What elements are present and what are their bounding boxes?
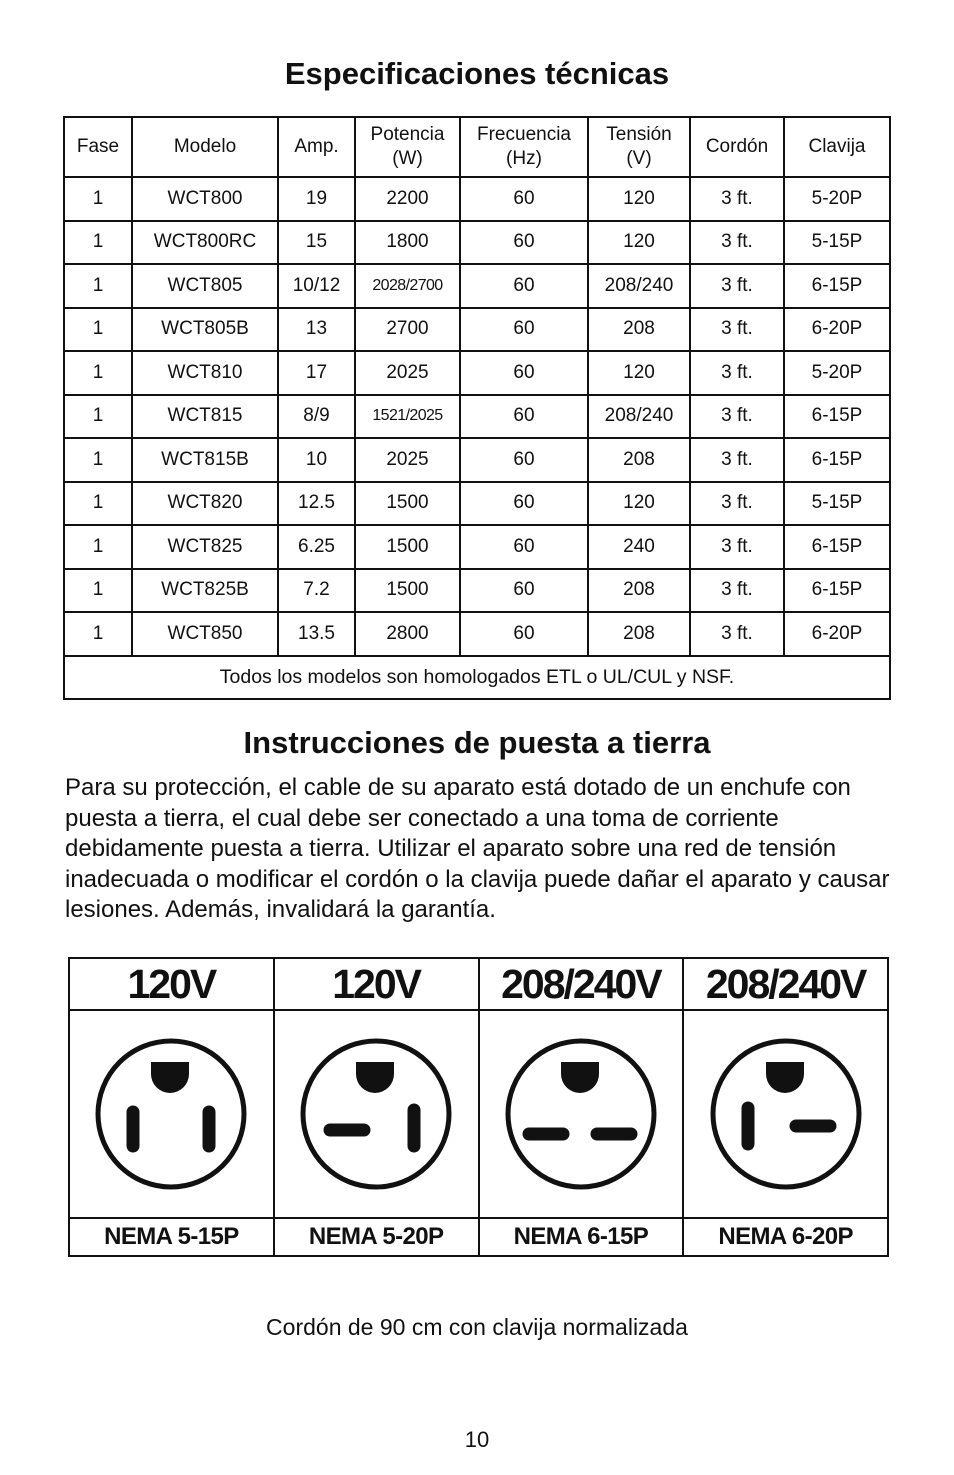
table-cell: WCT815B [132, 438, 278, 482]
table-header-cell [132, 117, 278, 177]
table-cell: 15 [278, 221, 355, 265]
table-header-cell [588, 117, 690, 177]
table-cell: 10/12 [278, 264, 355, 308]
table-cell: 60 [460, 438, 588, 482]
table-row [64, 308, 890, 352]
table-cell: 60 [460, 221, 588, 265]
table-cell: 3 ft. [690, 177, 784, 221]
table-cell: 6-20P [784, 308, 890, 352]
table-cell: 8/9 [278, 395, 355, 439]
table-cell: 120 [588, 177, 690, 221]
table-row [64, 569, 890, 613]
header-line: Modelo [173, 136, 237, 157]
table-cell: 3 ft. [690, 525, 784, 569]
table-cell: 2200 [355, 177, 460, 221]
table-cell: 1 [64, 395, 132, 439]
table-cell: WCT800RC [132, 221, 278, 265]
table-row [64, 264, 890, 308]
table-row [64, 351, 890, 395]
table-cell: 2028/2700 [355, 264, 460, 308]
nema-5-20p-outlet-icon [296, 1034, 456, 1194]
specs-table [63, 116, 891, 700]
table-row [64, 525, 890, 569]
table-cell: WCT800 [132, 177, 278, 221]
table-cell: 60 [460, 395, 588, 439]
table-cell: 2025 [355, 438, 460, 482]
plug-column [275, 959, 480, 1255]
header-unit: (Hz) [506, 148, 542, 169]
table-cell: 120 [588, 351, 690, 395]
table-cell: 2025 [355, 351, 460, 395]
table-cell: 120 [588, 221, 690, 265]
table-cell: WCT810 [132, 351, 278, 395]
header-line: Potencia [370, 124, 445, 145]
plug-column [684, 959, 887, 1255]
table-cell: 60 [460, 525, 588, 569]
table-cell: 6-15P [784, 395, 890, 439]
table-cell: 7.2 [278, 569, 355, 613]
table-cell: WCT805B [132, 308, 278, 352]
table-cell: 1 [64, 525, 132, 569]
table-cell: WCT825 [132, 525, 278, 569]
table-note-row [64, 656, 890, 699]
table-cell: 60 [460, 569, 588, 613]
table-cell: 6-15P [784, 264, 890, 308]
table-cell: 60 [460, 308, 588, 352]
table-header-cell [690, 117, 784, 177]
table-cell: 3 ft. [690, 221, 784, 265]
plug-face [70, 1011, 273, 1219]
header-line: Fase [76, 136, 120, 157]
table-row [64, 395, 890, 439]
table-cell: 120 [588, 482, 690, 526]
table-cell: WCT820 [132, 482, 278, 526]
table-cell: 1 [64, 177, 132, 221]
table-cell: 208 [588, 438, 690, 482]
grounding-paragraph: Para su protección, el cable de su aparato está dotado de un enchufe con puesta a tierra, el cual debe ser conectado a una toma de corriente debidamente puesta a tierra. Utilizar el aparato sobre una red de tensión inadecuada o modificar el cordón o la clavija puede dañar el aparato y causar lesiones. Además, invalidará la garantía. [65, 774, 890, 923]
grounding-title: Instrucciones de puesta a tierra [243, 725, 711, 760]
table-cell: 5-15P [784, 221, 890, 265]
table-cell: 12.5 [278, 482, 355, 526]
plug-face [480, 1011, 683, 1219]
table-cell: 208/240 [588, 395, 690, 439]
table-cell: 1 [64, 438, 132, 482]
table-cell: 3 ft. [690, 438, 784, 482]
plug-name: NEMA 6-15P [513, 1223, 649, 1250]
table-cell: 60 [460, 264, 588, 308]
table-cell: 1500 [355, 569, 460, 613]
table-cell: 5-20P [784, 177, 890, 221]
table-cell: 1 [64, 612, 132, 656]
plug-name: NEMA 6-20P [718, 1223, 853, 1250]
table-cell: 3 ft. [690, 351, 784, 395]
plug-name: NEMA 5-15P [104, 1223, 239, 1250]
table-cell: 13.5 [278, 612, 355, 656]
table-cell: 208 [588, 612, 690, 656]
table-cell: 1 [64, 264, 132, 308]
header-line: Cordón [705, 136, 769, 157]
plug-column [70, 959, 275, 1255]
table-cell: 2700 [355, 308, 460, 352]
nema-6-15p-outlet-icon [501, 1034, 661, 1194]
plug-voltage: 120V [70, 959, 273, 1011]
header-line: Amp. [294, 136, 339, 157]
table-cell: 6-15P [784, 569, 890, 613]
table-row [64, 482, 890, 526]
table-cell: 1 [64, 482, 132, 526]
cord-caption: Cordón de 90 cm con clavija normalizada [266, 1314, 688, 1340]
table-cell: 60 [460, 177, 588, 221]
table-row [64, 221, 890, 265]
table-header-cell [355, 117, 460, 177]
table-cell: 3 ft. [690, 612, 784, 656]
table-cell: 5-15P [784, 482, 890, 526]
table-cell: WCT850 [132, 612, 278, 656]
table-cell: 3 ft. [690, 308, 784, 352]
plug-face [275, 1011, 478, 1219]
nema-5-15p-outlet-icon [91, 1034, 251, 1194]
table-cell: 1 [64, 308, 132, 352]
table-cell: 13 [278, 308, 355, 352]
table-cell: 208 [588, 569, 690, 613]
header-unit: (V) [626, 148, 652, 169]
table-cell: 17 [278, 351, 355, 395]
table-cell: 1521/2025 [355, 395, 460, 439]
table-cell: WCT815 [132, 395, 278, 439]
plug-column [480, 959, 685, 1255]
table-cell: WCT825B [132, 569, 278, 613]
table-cell: 1800 [355, 221, 460, 265]
table-cell: 3 ft. [690, 569, 784, 613]
table-cell: 5-20P [784, 351, 890, 395]
table-cell: 60 [460, 351, 588, 395]
plug-name: NEMA 5-20P [308, 1223, 444, 1250]
header-unit: (W) [392, 148, 423, 169]
table-cell: 1 [64, 351, 132, 395]
table-header-row [64, 117, 890, 177]
table-cell: 1 [64, 221, 132, 265]
table-cell: 3 ft. [690, 482, 784, 526]
header-line: Clavija [808, 136, 866, 157]
table-header-cell [278, 117, 355, 177]
table-cell: 3 ft. [690, 395, 784, 439]
plug-voltage: 208/240V [684, 959, 887, 1011]
table-cell: 2800 [355, 612, 460, 656]
header-line: Tensión [606, 124, 672, 145]
table-header-cell [64, 117, 132, 177]
table-cell: 10 [278, 438, 355, 482]
table-row [64, 177, 890, 221]
table-cell: 60 [460, 612, 588, 656]
plug-face [684, 1011, 887, 1219]
table-cell: 3 ft. [690, 264, 784, 308]
table-cell: 1500 [355, 482, 460, 526]
header-line: Frecuencia [477, 124, 571, 145]
table-cell: 6.25 [278, 525, 355, 569]
table-row [64, 612, 890, 656]
table-cell: WCT805 [132, 264, 278, 308]
plug-voltage: 120V [275, 959, 478, 1011]
table-cell: 60 [460, 482, 588, 526]
table-row [64, 438, 890, 482]
table-cell: 6-15P [784, 438, 890, 482]
table-cell: 1500 [355, 525, 460, 569]
plug-voltage: 208/240V [480, 959, 683, 1011]
table-header-cell [460, 117, 588, 177]
table-cell: 208 [588, 308, 690, 352]
table-cell: 6-15P [784, 525, 890, 569]
plug-diagram [68, 957, 889, 1257]
table-note: Todos los modelos son homologados ETL o UL/CUL y NSF. [64, 656, 890, 699]
table-cell: 6-20P [784, 612, 890, 656]
spec-title: Especificaciones técnicas [284, 56, 670, 91]
table-cell: 240 [588, 525, 690, 569]
page-number: 10 [464, 1427, 490, 1452]
nema-6-20p-outlet-icon [706, 1034, 866, 1194]
table-cell: 208/240 [588, 264, 690, 308]
table-header-cell [784, 117, 890, 177]
table-cell: 1 [64, 569, 132, 613]
table-cell: 19 [278, 177, 355, 221]
